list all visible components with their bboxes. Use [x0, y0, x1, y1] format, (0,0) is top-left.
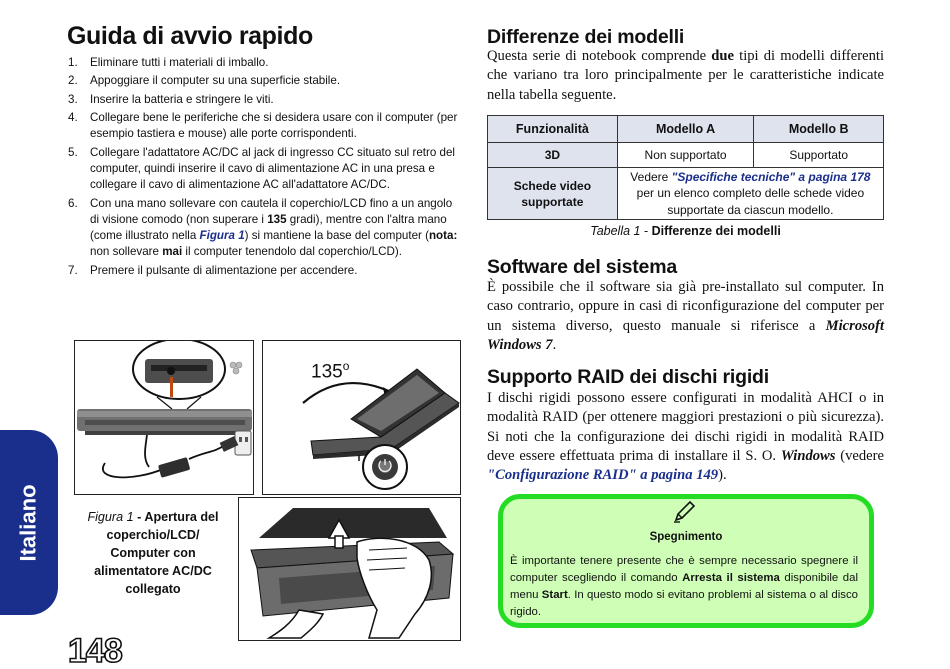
column-header: Funzionalità — [488, 116, 618, 143]
row-header: 3D — [488, 143, 618, 168]
figure-lifting-lid — [238, 497, 461, 641]
list-item: 5. Collegare l'adattatore AC/DC al jack di ingresso CC situato sul retro del computer, quindi inserire il cavo di alimentazione AC in una presa e collegare il cavo di alimentazione AC all'adattatore AC/DC. — [68, 145, 456, 192]
table-cell: Vedere "Specifiche tecniche" a pagina 178 per un elenco completo delle schede video supportate da ciascun modello. — [617, 168, 883, 220]
table-header-row — [488, 116, 884, 143]
software-heading: Software del sistema — [487, 256, 677, 278]
figure-adapter-connection — [74, 340, 254, 495]
page-number: 148 — [68, 632, 122, 669]
column-header: Modello A — [617, 116, 754, 143]
hands-lifting-lid-illustration — [239, 498, 461, 641]
table-caption: Tabella 1 - Differenze dei modelli — [590, 224, 781, 238]
table-cell: Non supportato — [617, 143, 754, 168]
figure-caption: Figura 1 - Apertura del coperchio/LCD/ Computer con alimentatore AC/DC collegato — [87, 510, 219, 596]
list-item: 3. Inserire la batteria e stringere le viti. — [68, 92, 274, 106]
raid-heading: Supporto RAID dei dischi rigidi — [487, 366, 769, 388]
models-table — [487, 115, 884, 220]
adapter-illustration — [75, 341, 254, 495]
list-item: 2. Appoggiare il computer su una superficie stabile. — [68, 74, 341, 88]
note-title: Spegnimento — [649, 531, 723, 543]
list-item: 4. Collegare bene le periferiche che si desidera usare con il computer (per esempio tastiera e mouse) alle porte corrispondenti. — [68, 111, 458, 141]
list-item: 1. Eliminare tutti i materiali di imballo. — [68, 56, 269, 69]
list-item: 6. Con una mano sollevare con cautela il coperchio/LCD fino a un angolo di visione comodo (non superare i 135 gradi), mentre con l'altra mano (come illustrato nella Figura 1) si mantiene la base del computer (nota: non sollevare mai il computer tenendolo dal coperchio/LCD). — [68, 196, 458, 259]
laptop-angle-illustration — [263, 341, 461, 495]
page-title: Guida di avvio rapido — [67, 22, 313, 50]
figure-link[interactable]: Figura 1 — [199, 228, 245, 242]
raid-paragraph: I dischi rigidi possono essere configurati in modalità AHCI o in modalità RAID (per ottenere maggiori prestazioni o più sicurezza). Si noti che la configurazione dei dischi rigidi in modalità RAID deve essere effettuata prima di installare il S. O. Windows (vedere "Configurazione RAID" a pagina 149). — [487, 390, 884, 484]
software-paragraph: È possibile che il software sia già pre-installato sul computer. In caso contrario, oppure in casi di riconfigurazione del computer per un sistema diverso, questo manuale si riferisce a Microsoft Windows 7. — [487, 279, 884, 353]
column-header: Modello B — [754, 116, 884, 143]
specs-link[interactable]: "Specifiche tecniche" a pagina 178 — [671, 169, 871, 184]
note-text: È importante tenere presente che è sempre necessario spegnere il computer scegliendo il comando Arresta il sistema disponibile dal menu Start. In questo modo si evitano problemi al sistema o al disco rigido. — [510, 555, 858, 618]
language-tab-label: Italiano — [15, 483, 41, 562]
table-row — [488, 168, 884, 220]
table-row — [488, 143, 884, 168]
pencil-icon — [672, 500, 698, 524]
setup-steps-list — [68, 55, 460, 281]
list-item: 7. Premere il pulsante di alimentazione per accendere. — [68, 263, 358, 277]
models-heading: Differenze dei modelli — [487, 26, 685, 48]
raid-config-link[interactable]: "Configurazione RAID" a pagina 149 — [487, 467, 719, 484]
row-header: Schede video supportate — [488, 168, 618, 220]
figure-lid-angle — [262, 340, 461, 495]
models-paragraph: Questa serie di notebook comprende due tipi di modelli differenti che variano tra loro principalmente per le caratteristiche indicate nella tabella seguente. — [487, 48, 884, 103]
table-cell: Supportato — [754, 143, 884, 168]
angle-label: 135$^o$ — [311, 359, 350, 383]
